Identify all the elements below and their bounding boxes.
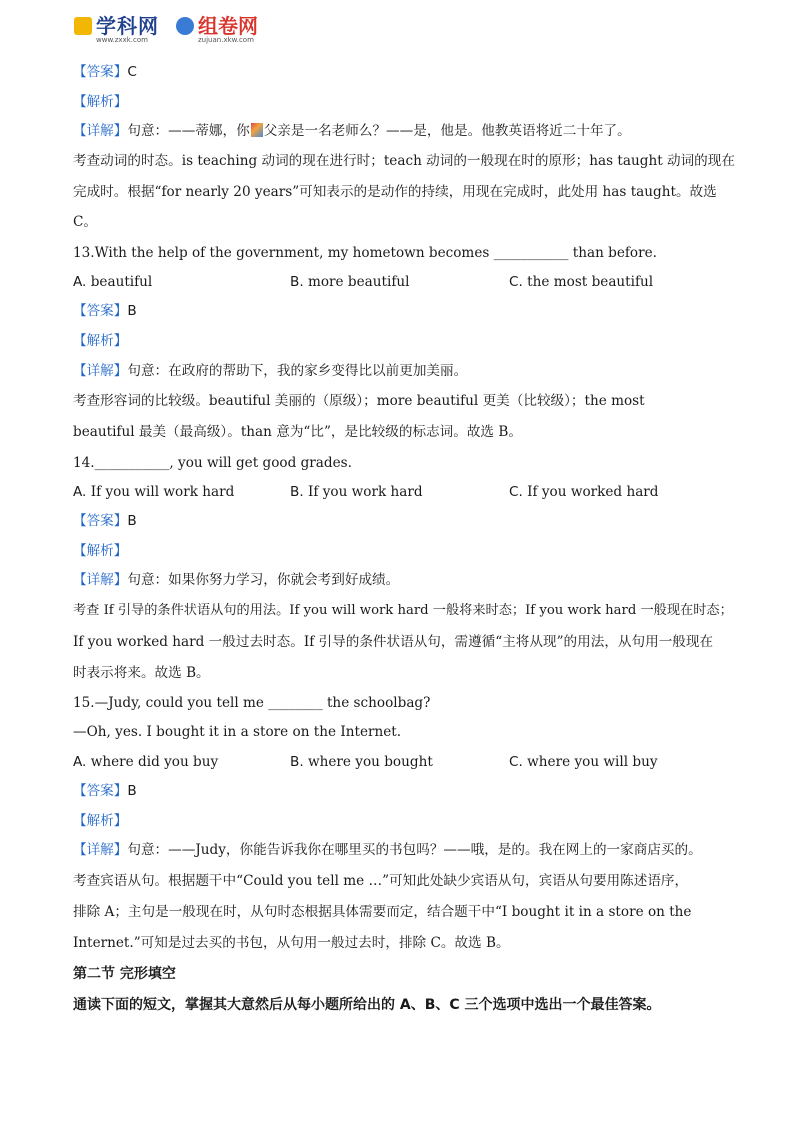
q13-option-c: C. the most beautiful — [509, 274, 654, 290]
header-logos — [74, 8, 274, 48]
section-title: 第二节 完形填空 — [73, 966, 176, 982]
q15-detail: 【详解】句意：——Judy，你能告诉我你在哪里买的书包吗？——哦，是的。我在网上的一家商店买的。 — [73, 842, 702, 858]
q12-analysis-label: 【解析】 — [73, 94, 128, 110]
q13-explanation-2: beautiful 最美（最高级）。than 意为“比”，是比较级的标志词。故选 B。 — [73, 424, 522, 440]
q13-explanation-1: 考查形容词的比较级。beautiful 美丽的（原级）；more beautiful 更美（比较级）；the most — [73, 393, 645, 409]
graduation-cap-icon — [74, 17, 92, 35]
q12-explanation-3: C。 — [73, 214, 97, 230]
q12-explanation-1: 考查动词的时态。is teaching 动词的现在进行时；teach 动词的一般现在时的原形；has taught 动词的现在 — [73, 153, 735, 169]
q14-explanation-2: If you worked hard 一般过去时态。If 引导的条件状语从句，需遵循“主将从现”的用法，从句用一般现在 — [73, 634, 714, 650]
q15-answer: 【答案】B — [73, 783, 137, 799]
q15-explanation-2: 排除 A；主句是一般现在时，从句时态根据具体需要而定，结合题干中“I bought it in a store on the — [73, 904, 692, 920]
q15-explanation-1: 考查宾语从句。根据题干中“Could you tell me …”可知此处缺少宾语从句，宾语从句要用陈述语序， — [73, 873, 689, 889]
section-instruction: 通读下面的短文，掌握其大意然后从每小题所给出的 A、B、C 三个选项中选出一个最佳答案。 — [73, 997, 661, 1013]
q13-detail: 【详解】句意：在政府的帮助下，我的家乡变得比以前更加美丽。 — [73, 363, 468, 379]
q14-option-c: C. If you worked hard — [509, 484, 659, 500]
q15-explanation-3: Internet.”可知是过去买的书包，从句用一般过去时，排除 C。故选 B。 — [73, 935, 510, 951]
q15-stem-1: 15.—Judy, could you tell me ________ the schoolbag? — [73, 695, 431, 711]
q14-analysis-label: 【解析】 — [73, 543, 128, 559]
image-fragment-icon — [251, 123, 263, 137]
q14-explanation-1: 考查 If 引导的条件状语从句的用法。If you will work hard 一般将来时态；If you work hard 一般现在时态； — [73, 603, 733, 618]
q14-explanation-3: 时表示将来。故选 B。 — [73, 665, 210, 681]
zxxk-url: www.zxxk.com — [96, 36, 148, 44]
q15-option-c: C. where you will buy — [509, 754, 658, 770]
q12-explanation-2: 完成时。根据“for nearly 20 years”可知表示的是动作的持续，用现在完成时，此处用 has taught。故选 — [73, 184, 717, 200]
q15-option-a: A. where did you buy — [73, 754, 219, 770]
q13-stem: 13.With the help of the government, my hometown becomes ___________ than before. — [73, 245, 657, 261]
q13-option-b: B. more beautiful — [290, 274, 410, 290]
q14-option-a: A. If you will work hard — [73, 484, 235, 500]
zxxk-logo: 学科网 — [74, 10, 159, 39]
q14-detail: 【详解】句意：如果你努力学习，你就会考到好成绩。 — [73, 572, 400, 588]
q14-answer: 【答案】B — [73, 513, 137, 529]
q12-detail: 【详解】句意：——蒂娜，你 父亲是一名老师么？——是，他是。他教英语将近二十年了。 — [73, 123, 631, 139]
q12-answer: 【答案】C — [73, 64, 137, 80]
zujuan-logo: 组卷网 — [176, 10, 258, 39]
q13-answer: 【答案】B — [73, 303, 137, 319]
q15-analysis-label: 【解析】 — [73, 813, 128, 829]
q15-option-b: B. where you bought — [290, 754, 433, 770]
zujuan-url: zujuan.xkw.com — [198, 36, 254, 44]
q14-stem: 14.___________, you will get good grades. — [73, 455, 352, 471]
q14-option-b: B. If you work hard — [290, 484, 423, 500]
q13-analysis-label: 【解析】 — [73, 333, 128, 349]
q13-option-a: A. beautiful — [73, 274, 153, 290]
q15-stem-2: —Oh, yes. I bought it in a store on the Internet. — [73, 724, 402, 740]
mascot-icon — [176, 17, 194, 35]
